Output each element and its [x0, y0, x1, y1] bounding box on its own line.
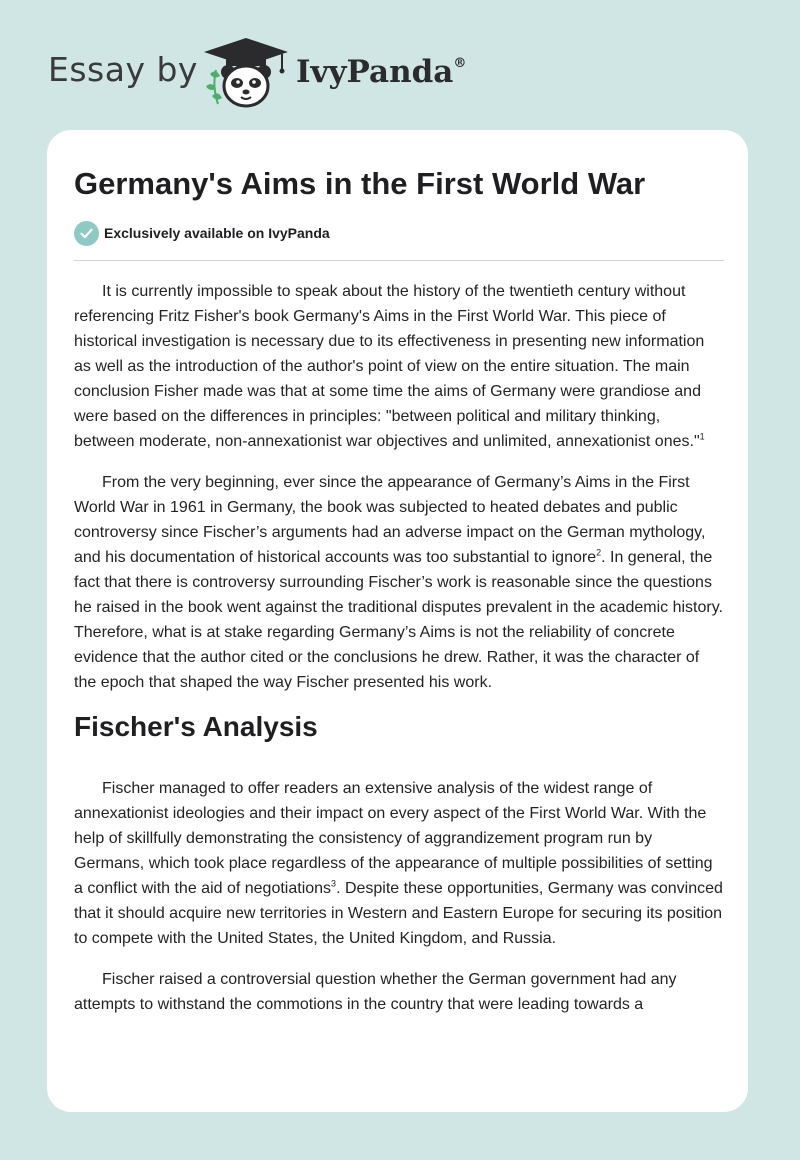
footnote-ref-3[interactable]: 3	[331, 878, 337, 889]
check-circle-icon	[74, 221, 99, 246]
paragraph-4: Fischer raised a controversial question whether the German government had any attempts to withstand the commotions in the country that were leading towards a	[74, 971, 677, 1013]
panda-graduate-icon[interactable]	[200, 36, 292, 110]
page-title: Germany's Aims in the First World War	[74, 166, 646, 201]
paragraph-1-text: It is currently impossible to speak about the history of the twentieth century without referencing Fritz Fisher's book Germany's Aims in the First World War. This piece of historical investigation is necessary due to its effectiveness in presenting new information as well as the introduction of the author's point of view on the entire situation. The main conclusion Fisher made was that at some time the aims of Germany were grandiose and were based on the differences in principles: "between political and military thinking, between moderate, non-annexationist war objectives and unlimited, annexationist ones."	[74, 283, 705, 450]
brand-text: IvyPanda	[296, 54, 454, 90]
site-header	[0, 0, 800, 120]
footnote-ref-2[interactable]: 2	[596, 547, 602, 558]
footnote-ref-1[interactable]: 1	[699, 431, 705, 442]
section-heading: Fischer's Analysis	[74, 711, 318, 742]
paragraph-1	[74, 279, 724, 454]
exclusive-badge	[74, 220, 330, 246]
paragraph-2-text-b: . In general, the fact that there is controversy surrounding Fischer’s work is reasonable since the questions he raised in the book went against the traditional disputes prevalent in the academic history. Therefore, what is at stake regarding Germany’s Aims is not the reliability of concrete evidence that the author cited or the conclusions he drew. Rather, it was the character of the epoch that shaped the way Fischer presented his work.	[74, 549, 723, 691]
brand-name[interactable]	[296, 54, 466, 90]
paragraph-2-text-a: From the very beginning, ever since the appearance of Germany’s Aims in the First World War in 1961 in Germany, the book was subjected to heated debates and public controversy since Fischer’s arguments had an adverse impact on the German mythology, and his documentation of historical accounts was too substantial to ignore	[74, 474, 706, 566]
essay-card	[47, 130, 748, 1112]
divider	[74, 260, 724, 261]
article-body	[74, 279, 724, 1033]
paragraph-2	[74, 470, 724, 695]
registered-mark: ®	[453, 55, 467, 71]
essay-by-label: Essay by	[48, 50, 198, 89]
badge-label: Exclusively available on IvyPanda	[104, 225, 330, 241]
paragraph-3-text-a: Fischer managed to offer readers an extensive analysis of the widest range of annexationist ideologies and their impact on every aspect of the First World War. With the help of skillfully demonstrating the consistency of aggrandizement program run by Germans, which took place regardless of the appearance of multiple possibilities of setting a conflict with the aid of negotiations	[74, 780, 713, 897]
paragraph-3	[74, 776, 724, 951]
paragraph-3-text-b: . Despite these opportunities, Germany was convinced that it should acquire new territories in Western and Eastern Europe for securing its position to compete with the United States, the United Kingdom, and Russia.	[74, 880, 723, 947]
